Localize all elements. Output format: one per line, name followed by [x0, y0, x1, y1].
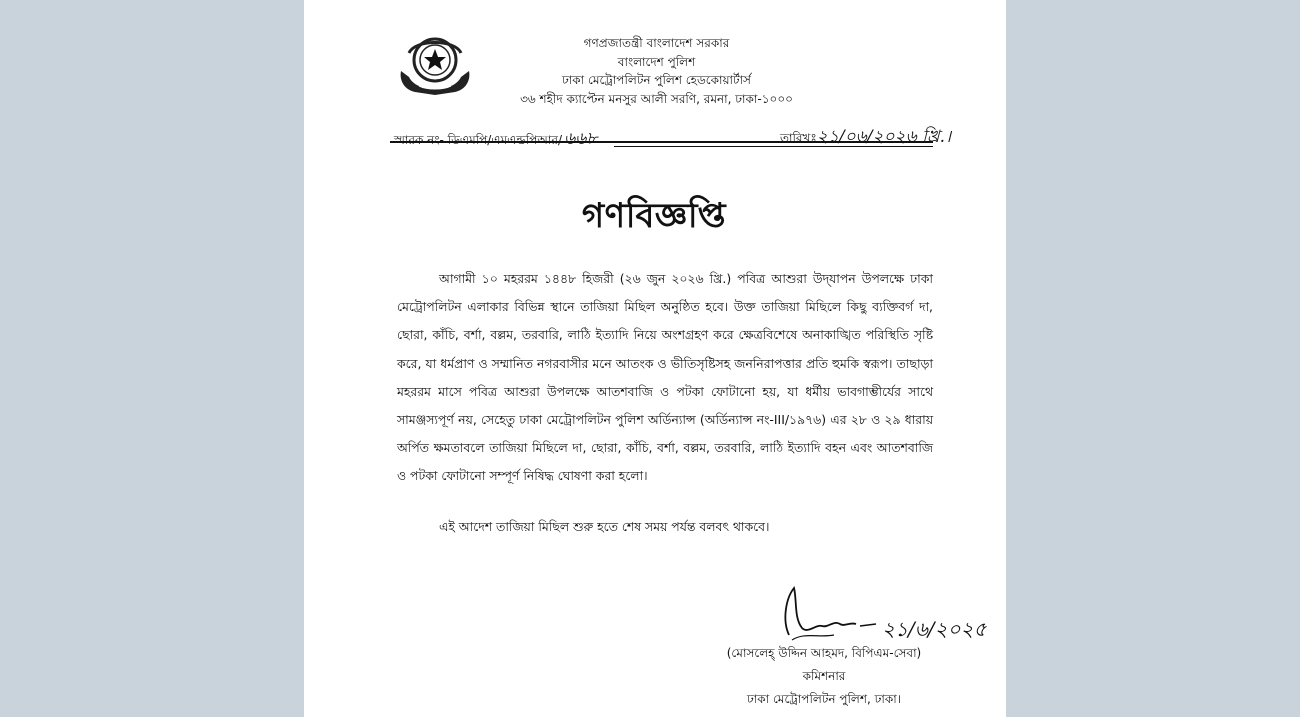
- notice-document: [304, 0, 1006, 717]
- memo-date: [780, 124, 951, 152]
- reference-number: ৬৬৮: [564, 129, 598, 149]
- signatory-name: (মোসলেহ্ উদ্দিন আহমদ, বিপিএম-সেবা): [726, 646, 922, 660]
- memo-reference: [394, 126, 597, 154]
- letterhead: [504, 34, 809, 108]
- reference-label: স্মারক নং- ডিএমপি/এমএন্ডপিআর/: [394, 133, 563, 147]
- header-divider-secondary: [614, 146, 933, 147]
- notice-title: গণবিজ্ঞপ্তি: [581, 196, 727, 236]
- department-name: বাংলাদেশ পুলিশ: [617, 54, 696, 69]
- body-paragraph: আগামী ১০ মহররম ১৪৪৮ হিজরী (২৬ জুন ২০২৬ খ্রি.) পবিত্র আশুরা উদ্‌যাপন উপলক্ষে ঢাকা মেট্রোপলিটন এলাকার বিভিন্ন স্থানে তাজিয়া মিছিল অনুষ্ঠিত হবে। উক্ত তাজিয়া মিছিলে কিছু ব্যক্তিবর্গ দা, ছোরা, কাঁচি, বর্শা, বল্লম, তরবারি, লাঠি ইত্যাদি নিয়ে অংশগ্রহণ করে ক্ষেত্রবিশেষে অনাকাঙ্খিত পরিস্থিতি সৃষ্টি করে, যা ধর্মপ্রাণ ও সম্মানিত নগরবাসীর মনে আতংক ও ভীতিসৃষ্টিসহ জননিরাপত্তার প্রতি হুমকি স্বরূপ। তাছাড়া মহররম মাসে পবিত্র আশুরা উপলক্ষে আতশবাজি ও পটকা ফোটানো হয়, যা ধর্মীয় ভাবগাম্ভীর্যের সাথে সামঞ্জস্যপূর্ণ নয়, সেহেতু ঢাকা মেট্রোপলিটন পুলিশ অর্ডিন্যান্স (অর্ডিন্যান্স নং-III/১৯৭৬) এর ২৮ ও ২৯ ধারায় অর্পিত ক্ষমতাবলে তাজিয়া মিছিলে দা, ছোরা, কাঁচি, বর্শা, বল্লম, তরবারি, লাঠি ইত্যাদি বহন এবং আতশবাজি ও পটকা ফোটানো সম্পূর্ণ নিষিদ্ধ ঘোষণা করা হলো।: [397, 271, 933, 484]
- date-label: তারিখঃ: [780, 131, 817, 145]
- date-value: ২১/০৬/২০২৬ খ্রি.।: [816, 127, 952, 147]
- header-divider: [390, 141, 933, 143]
- signatory-office: ঢাকা মেট্রোপলিটন পুলিশ, ঢাকা।: [746, 692, 902, 706]
- government-name: গণপ্রজাতন্ত্রী বাংলাদেশ সরকার: [583, 36, 730, 50]
- office-address: ৩৬ শহীদ ক্যাপ্টেন মনসুর আলী সরণি, রমনা, ঢাকা-১০০০: [520, 91, 793, 106]
- signatory-block: [704, 642, 944, 711]
- order-validity-line: এই আদেশ তাজিয়া মিছিল শুরু হতে শেষ সময় পর্যন্ত বলবৎ থাকবে।: [439, 519, 770, 534]
- police-emblem-logo: [397, 35, 473, 97]
- notice-body: [397, 265, 933, 491]
- signature-date: ২১/৬/২০২৫: [882, 617, 987, 641]
- office-name: ঢাকা মেট্রোপলিটন পুলিশ হেডকোয়ার্টার্স: [562, 73, 751, 87]
- signatory-designation: কমিশনার: [802, 669, 846, 683]
